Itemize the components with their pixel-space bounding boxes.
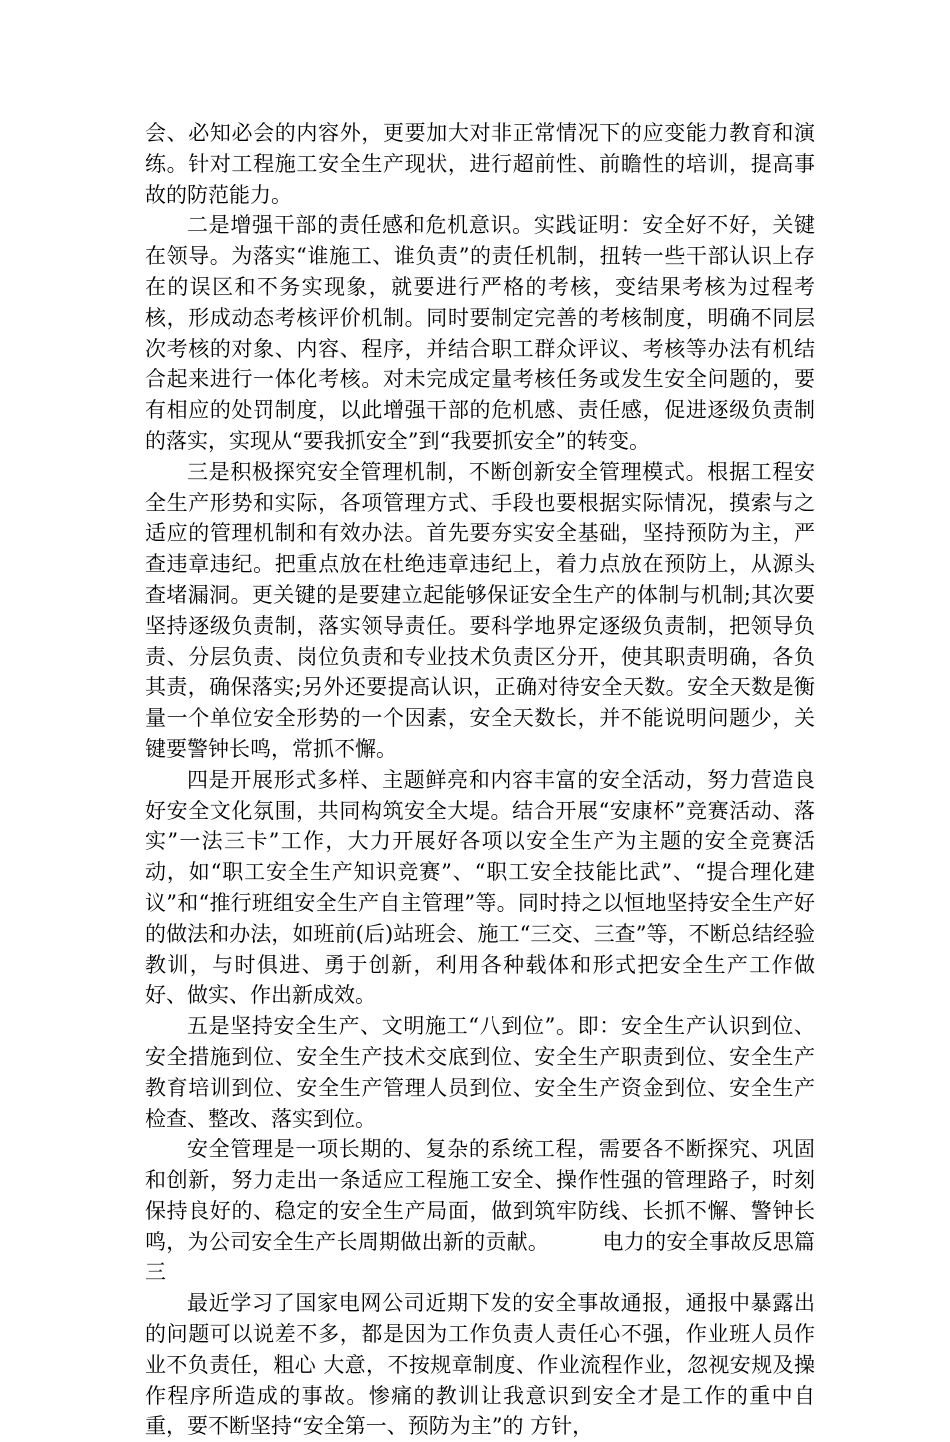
paragraph-4: 四是开展形式多样、主题鲜亮和内容丰富的安全活动，努力营造良好安全文化氛围，共同构筑安全大堤。结合开展“安康杯”竞赛活动、落实”一法三卡”工作，大力开展好各项以安全生产为主题的安全竞赛活动，如“职工安全生产知识竞赛”、“职工安全技能比武”、“提合理化建议”和“推行班组安全生产自主管理”等。同时持之以恒地坚持安全生产好的做法和办法，如班前(后)站班会、施工“三交、三查”等，不断总结经验教训，与时俱进、勇于创新，利用各种载体和形式把安全生产工作做好、做实、作出新成效。 <box>145 767 815 1008</box>
paragraph-3: 三是积极探究安全管理机制，不断创新安全管理模式。根据工程安全生产形势和实际，各项管理方式、手段也要根据实际情况，摸索与之适应的管理机制和有效办法。首先要夯实安全基础，坚持预防为主，严查违章违纪。把重点放在杜绝违章违纪上，着力点放在预防上，从源头查堵漏洞。更关键的是要建立起能够保证安全生产的体制与机制;其次要坚持逐级负责制，落实领导责任。要科学地界定逐级负责制，把领导负责、分层负责、岗位负责和专业技术负责区分开，使其职责明确，各负其责，确保落实;另外还要提高认识，正确对待安全天数。安全天数是衡量一个单位安全形势的一个因素，安全天数长，并不能说明问题少，关键要警钟长鸣，常抓不懈。 <box>145 459 815 761</box>
paragraph-5: 五是坚持安全生产、文明施工“八到位”。即：安全生产认识到位、安全措施到位、安全生产技术交底到位、安全生产职责到位、安全生产教育培训到位、安全生产管理人员到位、安全生产资金到位、安全生产检查、整改、落实到位。 <box>145 1014 815 1131</box>
paragraph-7: 最近学习了国家电网公司近期下发的安全事故通报，通报中暴露出的问题可以说差不多，都是因为工作负责人责任心不强，作业班人员作业不负责任，粗心 大意，不按规章制度、作业流程作业，忽视安规及操作程序所造成的事故。惨痛的教训让我意识到安全才是工作的重中自重，要不断坚持“安全第一、预防为主”的 方针， <box>145 1291 815 1439</box>
paragraph-6: 安全管理是一项长期的、复杂的系统工程，需要各不断探究、巩固和创新，努力走出一条适应工程施工安全、操作性强的管理路子，时刻保持良好的、稳定的安全生产局面，做到筑牢防线、长抓不懈、警钟长鸣，为公司安全生产长周期做出新的贡献。 电力的安全事故反思篇三 <box>145 1137 815 1285</box>
paragraph-1: 会、必知必会的内容外，更要加大对非正常情况下的应变能力教育和演练。针对工程施工安全生产现状，进行超前性、前瞻性的培训，提高事故的防范能力。 <box>145 121 815 207</box>
document-body <box>145 118 815 1442</box>
paragraph-2: 二是增强干部的责任感和危机意识。实践证明：安全好不好，关键在领导。为落实“谁施工、谁负责”的责任机制，扭转一些干部认识上存在的误区和不务实现象，就要进行严格的考核，变结果考核为过程考核，形成动态考核评价机制。同时要制定完善的考核制度，明确不同层次考核的对象、内容、程序，并结合职工群众评议、考核等办法有机结合起来进行一体化考核。对未完成定量考核任务或发生安全问题的，要有相应的处罚制度，以此增强干部的危机感、责任感，促进逐级负责制的落实，实现从“要我抓安全”到“我要抓安全”的转变。 <box>145 213 815 453</box>
